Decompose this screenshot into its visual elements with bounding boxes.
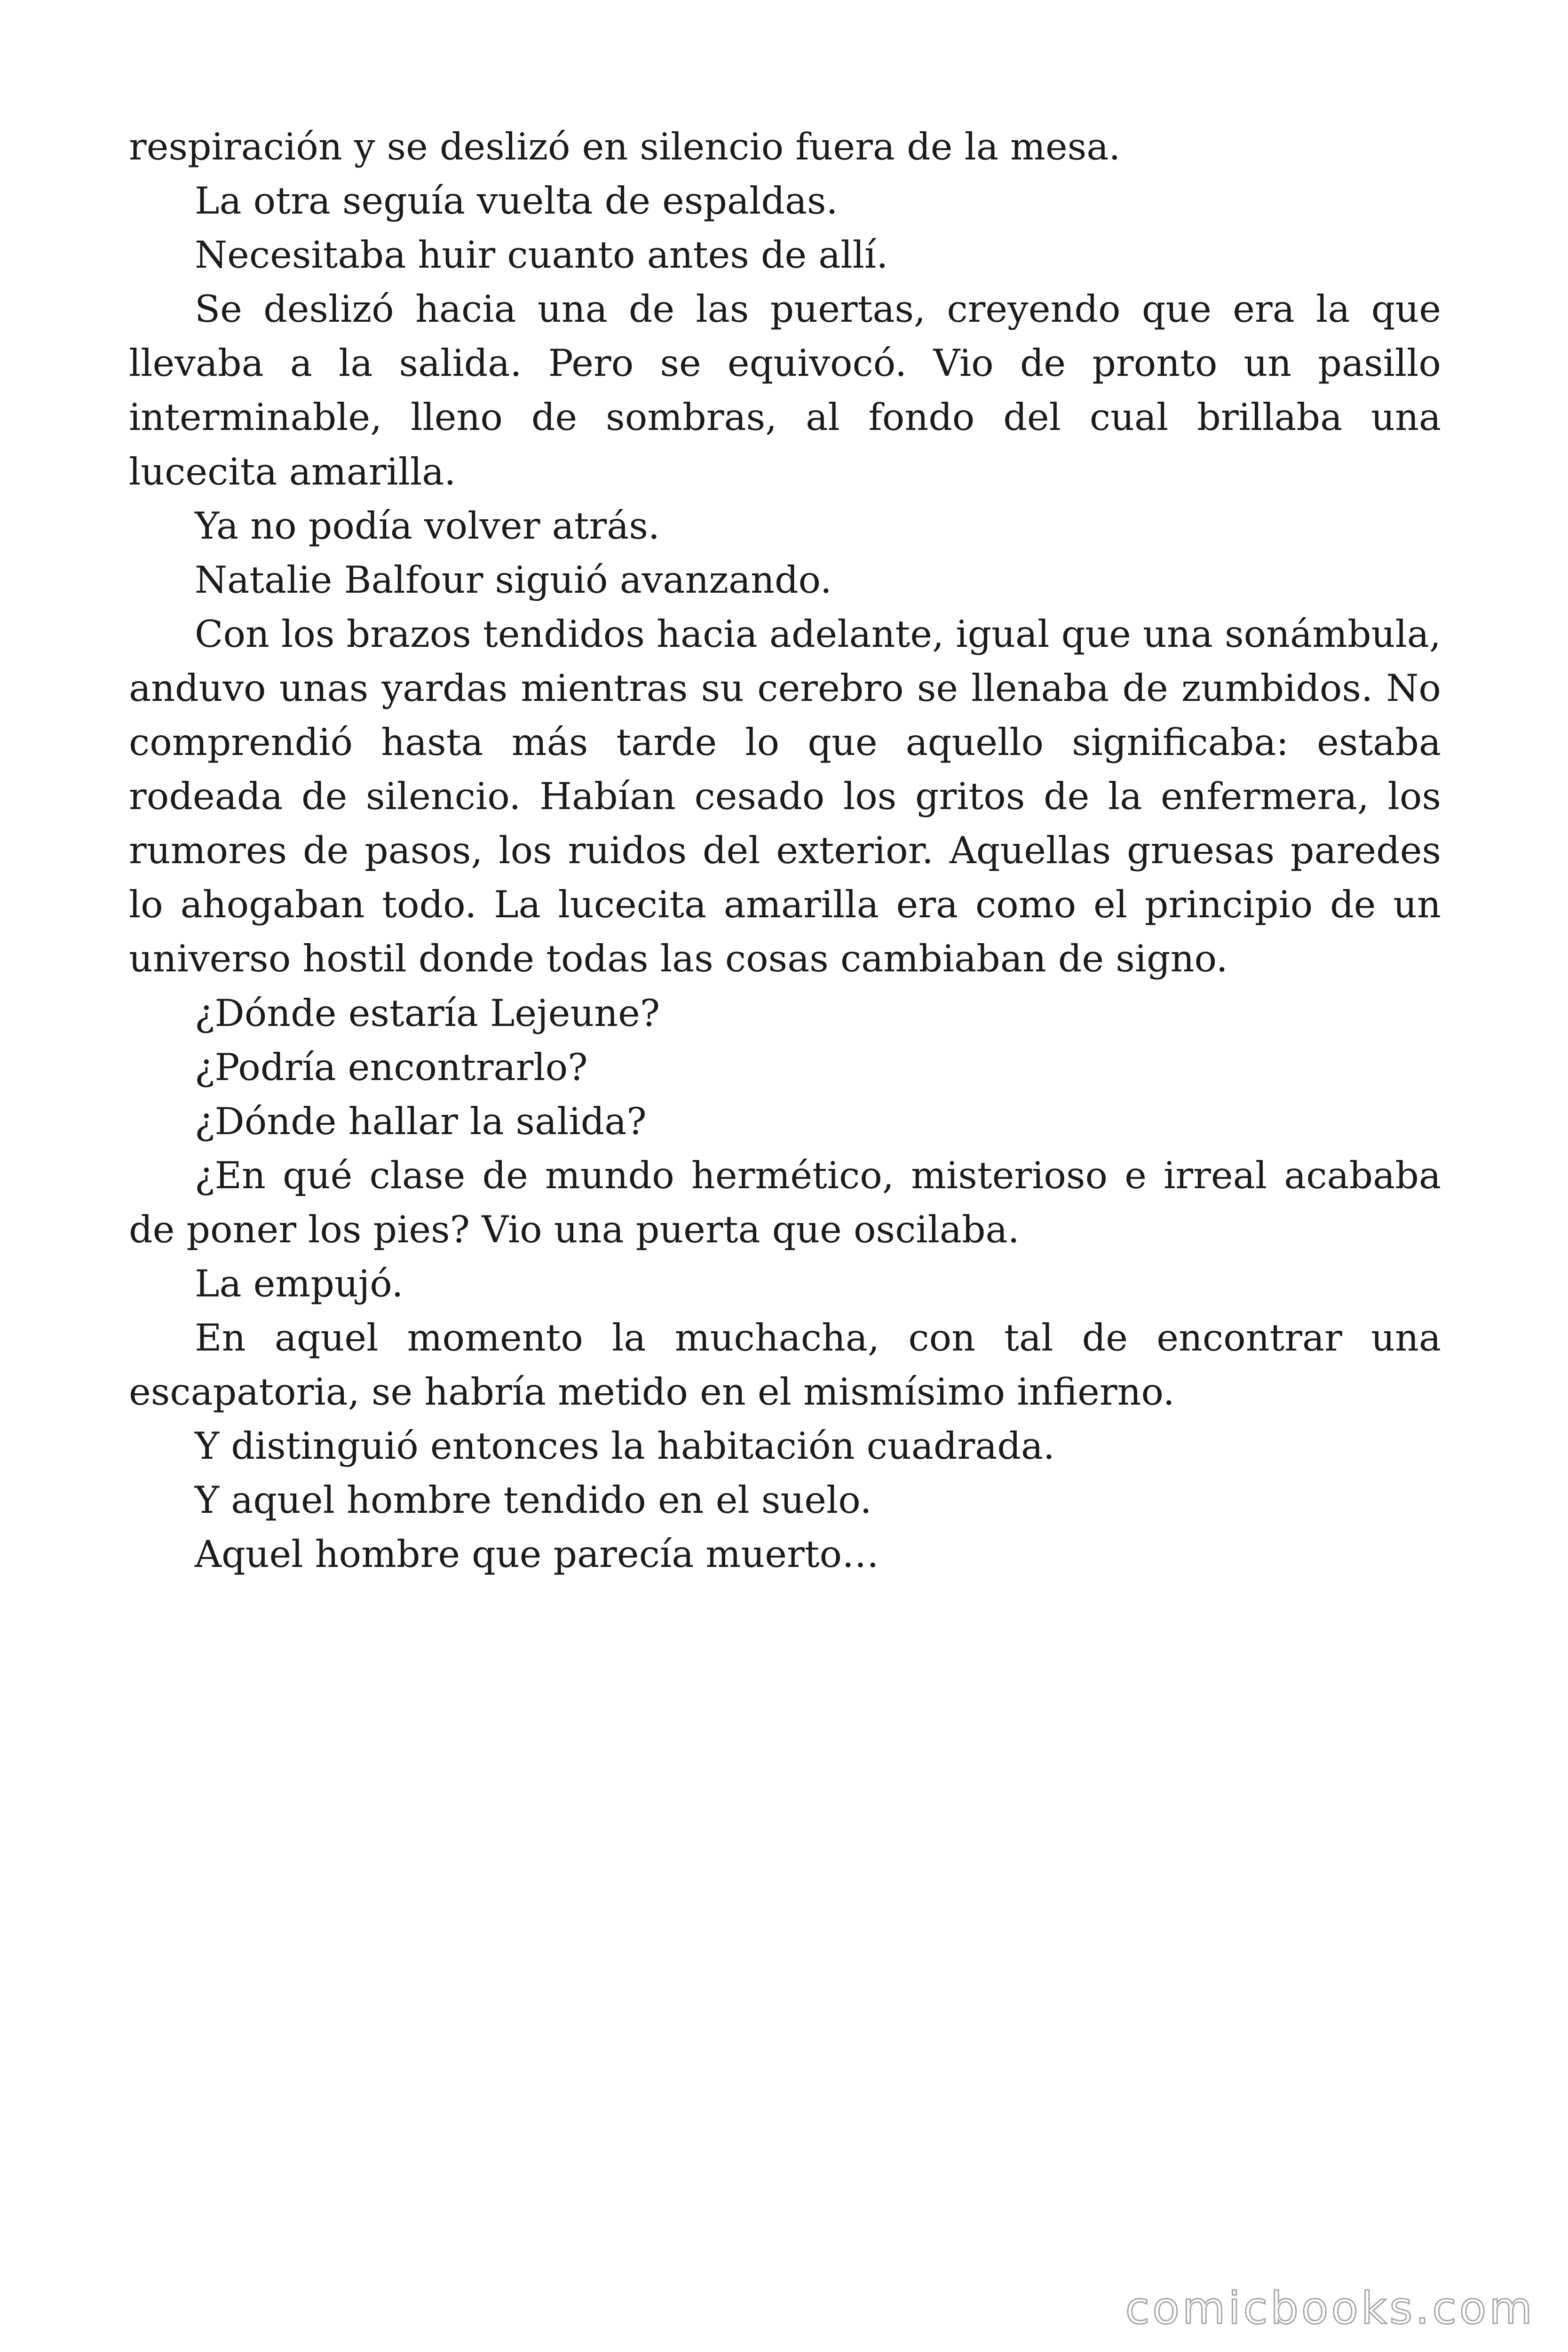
paragraph: Se deslizó hacia una de las puertas, creyendo que era la que llevaba a la salida. Pero se equivocó. Vio de pronto un pasillo interminable, lleno de sombras, al fondo del cual brillaba una lucecita amarilla. [129,287,1441,493]
paragraph: ¿Podría encontrarlo? [195,1045,588,1089]
paragraph: Y aquel hombre tendido en el suelo. [195,1478,872,1522]
paragraph: respiración y se deslizó en silencio fuera de la mesa. [129,125,1121,168]
paragraph: ¿Dónde estaría Lejeune? [195,991,660,1035]
paragraph: Y distinguió entonces la habitación cuadrada. [195,1424,1055,1468]
paragraph: La otra seguía vuelta de espaldas. [195,179,838,223]
paragraph: En aquel momento la muchacha, con tal de encontrar una escapatoria, se habría metido en el mismísimo infierno. [129,1316,1441,1414]
paragraph: Ya no podía volver atrás. [195,504,660,548]
watermark: comicbooks.com [1125,2283,1535,2334]
paragraph: Aquel hombre que parecía muerto… [195,1533,879,1576]
paragraph: Natalie Balfour siguió avanzando. [195,558,832,602]
paragraph: Con los brazos tendidos hacia adelante, igual que una sonámbula, anduvo unas yardas mientras su cerebro se llenaba de zumbidos. No comprendió hasta más tarde lo que aquello significaba: estaba rodeada de silencio. Habían cesado los gritos de la enfermera, los rumores de pasos, los ruidos del exterior. Aquellas gruesas paredes lo ahogaban todo. La lucecita amarilla era como el principio de un universo hostil donde todas las cosas cambiaban de signo. [129,612,1441,981]
paragraph: Necesitaba huir cuanto antes de allí. [195,233,888,277]
paragraph: ¿En qué clase de mundo hermético, misterioso e irreal acababa de poner los pies? Vio una puerta que oscilaba. [129,1153,1441,1251]
paragraph: La empujó. [195,1262,404,1305]
page-body [129,120,1441,1582]
paragraph: ¿Dónde hallar la salida? [195,1099,647,1143]
